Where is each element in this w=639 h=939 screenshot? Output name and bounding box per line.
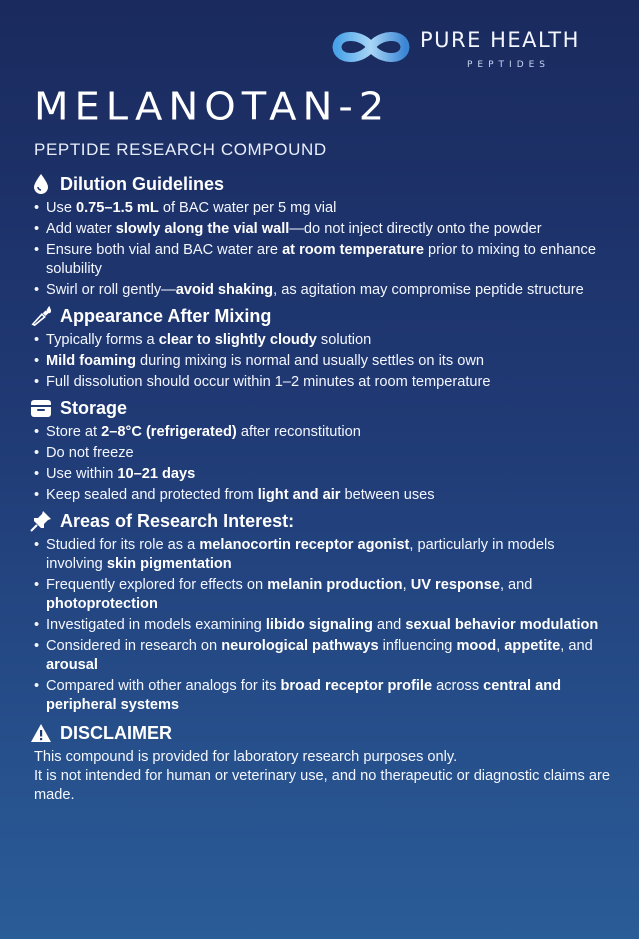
page-title: MELANOTAN-2 — [34, 85, 391, 129]
list-item — [30, 241, 610, 279]
list-item — [30, 281, 610, 300]
text: Use within — [46, 466, 118, 482]
bold-text: melanocortin receptor agonist — [199, 537, 410, 553]
list-item — [30, 199, 610, 218]
infinity-logo-icon — [330, 24, 412, 70]
text: , and — [499, 577, 533, 593]
list-item — [30, 352, 610, 371]
section-title: Dilution Guidelines — [60, 173, 225, 194]
disclaimer-text — [34, 748, 610, 805]
section-heading — [30, 396, 610, 420]
bold-text: broad receptor profile — [280, 678, 433, 694]
pushpin-icon — [30, 510, 52, 532]
list-item — [30, 486, 610, 505]
disclaimer-line-2: It is not intended for human or veterinary use, and no therapeutic or diagnostic claims are made. — [34, 768, 610, 803]
text: during mixing is normal and usually settles on its own — [136, 353, 484, 369]
list-item — [30, 536, 610, 574]
text: Add water — [46, 221, 116, 237]
section-areas-of-research-interest — [30, 509, 610, 715]
text: Full dissolution should occur within 1–2 minutes at room temperature — [46, 374, 491, 390]
text: Frequently explored for effects on — [46, 577, 268, 593]
brand-logo — [330, 22, 620, 74]
bold-text: 10–21 days — [117, 466, 196, 482]
text: Studied for its role as a — [46, 537, 200, 553]
bold-text: mood — [456, 638, 497, 654]
text: Compared with other analogs for its — [46, 678, 281, 694]
text: Use — [46, 200, 77, 216]
text: prior to mixing to enhance solubility — [46, 242, 596, 277]
text: Do not freeze — [46, 445, 134, 461]
bold-text: slowly along the vial wall — [115, 221, 290, 237]
list-item — [30, 576, 610, 614]
list-item — [30, 331, 610, 350]
list-item — [30, 637, 610, 675]
disclaimer-section — [30, 721, 610, 805]
bold-text: Mild foaming — [46, 353, 136, 369]
bold-text: libido signaling — [265, 617, 373, 633]
dropper-icon — [30, 305, 52, 327]
brand-subtitle: PEPTIDES — [467, 60, 551, 70]
text: across — [432, 678, 484, 694]
text: between uses — [340, 487, 435, 503]
bullet-list — [30, 536, 610, 715]
disclaimer-title: DISCLAIMER — [60, 722, 172, 743]
bold-text: at room temperature — [282, 242, 424, 258]
text: , — [402, 577, 411, 593]
text: Typically forms a — [46, 332, 159, 348]
list-item — [30, 373, 610, 392]
text: influencing — [378, 638, 457, 654]
bold-text: photoprotection — [46, 596, 158, 612]
warning-icon — [30, 722, 52, 744]
section-heading — [30, 509, 610, 533]
bold-text: UV response — [410, 577, 500, 593]
disclaimer-line-1: This compound is provided for laboratory research purposes only. — [34, 749, 458, 765]
list-item — [30, 465, 610, 484]
text: , and — [560, 638, 593, 654]
bold-text: skin pigmentation — [106, 556, 232, 572]
bold-text: light and air — [257, 487, 341, 503]
section-title: Appearance After Mixing — [60, 305, 272, 326]
storage-box-icon — [30, 397, 52, 419]
text: , — [496, 638, 505, 654]
page-subtitle: PEPTIDE RESEARCH COMPOUND — [34, 140, 327, 159]
text: of BAC water per 5 mg vial — [158, 200, 337, 216]
section-heading — [30, 304, 610, 328]
text: and — [372, 617, 406, 633]
section-storage — [30, 396, 610, 505]
bold-text: melanin production — [267, 577, 403, 593]
bold-text: clear to slightly cloudy — [158, 332, 317, 348]
bold-text: central and peripheral systems — [46, 678, 562, 713]
text: Considered in research on — [46, 638, 222, 654]
text: Investigated in models examining — [46, 617, 266, 633]
bold-text: neurological pathways — [221, 638, 379, 654]
section-dilution-guidelines — [30, 172, 610, 300]
brand-name: PURE HEALTH — [420, 28, 580, 52]
text: , as agitation may compromise peptide structure — [273, 282, 584, 298]
bullet-list — [30, 331, 610, 392]
bullet-list — [30, 199, 610, 300]
content — [30, 170, 610, 809]
text: —do not inject directly onto the powder — [289, 221, 542, 237]
bold-text: avoid shaking — [175, 282, 274, 298]
bold-text: sexual behavior modulation — [405, 617, 599, 633]
disclaimer-heading — [30, 721, 610, 745]
text: Store at — [46, 424, 102, 440]
list-item — [30, 444, 610, 463]
bold-text: 0.75–1.5 mL — [76, 200, 159, 216]
section-title: Areas of Research Interest: — [60, 510, 295, 531]
droplet-icon — [30, 173, 52, 195]
bold-text: arousal — [46, 657, 98, 673]
section-title: Storage — [60, 397, 128, 418]
list-item — [30, 677, 610, 715]
text: Swirl or roll gently— — [46, 282, 176, 298]
bullet-list — [30, 423, 610, 505]
sections-container — [30, 172, 610, 715]
section-heading — [30, 172, 610, 196]
text: , particularly in models involving — [46, 537, 555, 572]
text: Ensure both vial and BAC water are — [46, 242, 283, 258]
bold-text: 2–8°C (refrigerated) — [101, 424, 237, 440]
text: Keep sealed and protected from — [46, 487, 258, 503]
text: solution — [316, 332, 372, 348]
text: after reconstitution — [236, 424, 361, 440]
list-item — [30, 423, 610, 442]
bold-text: appetite — [504, 638, 561, 654]
list-item — [30, 220, 610, 239]
section-appearance-after-mixing — [30, 304, 610, 392]
list-item — [30, 616, 610, 635]
